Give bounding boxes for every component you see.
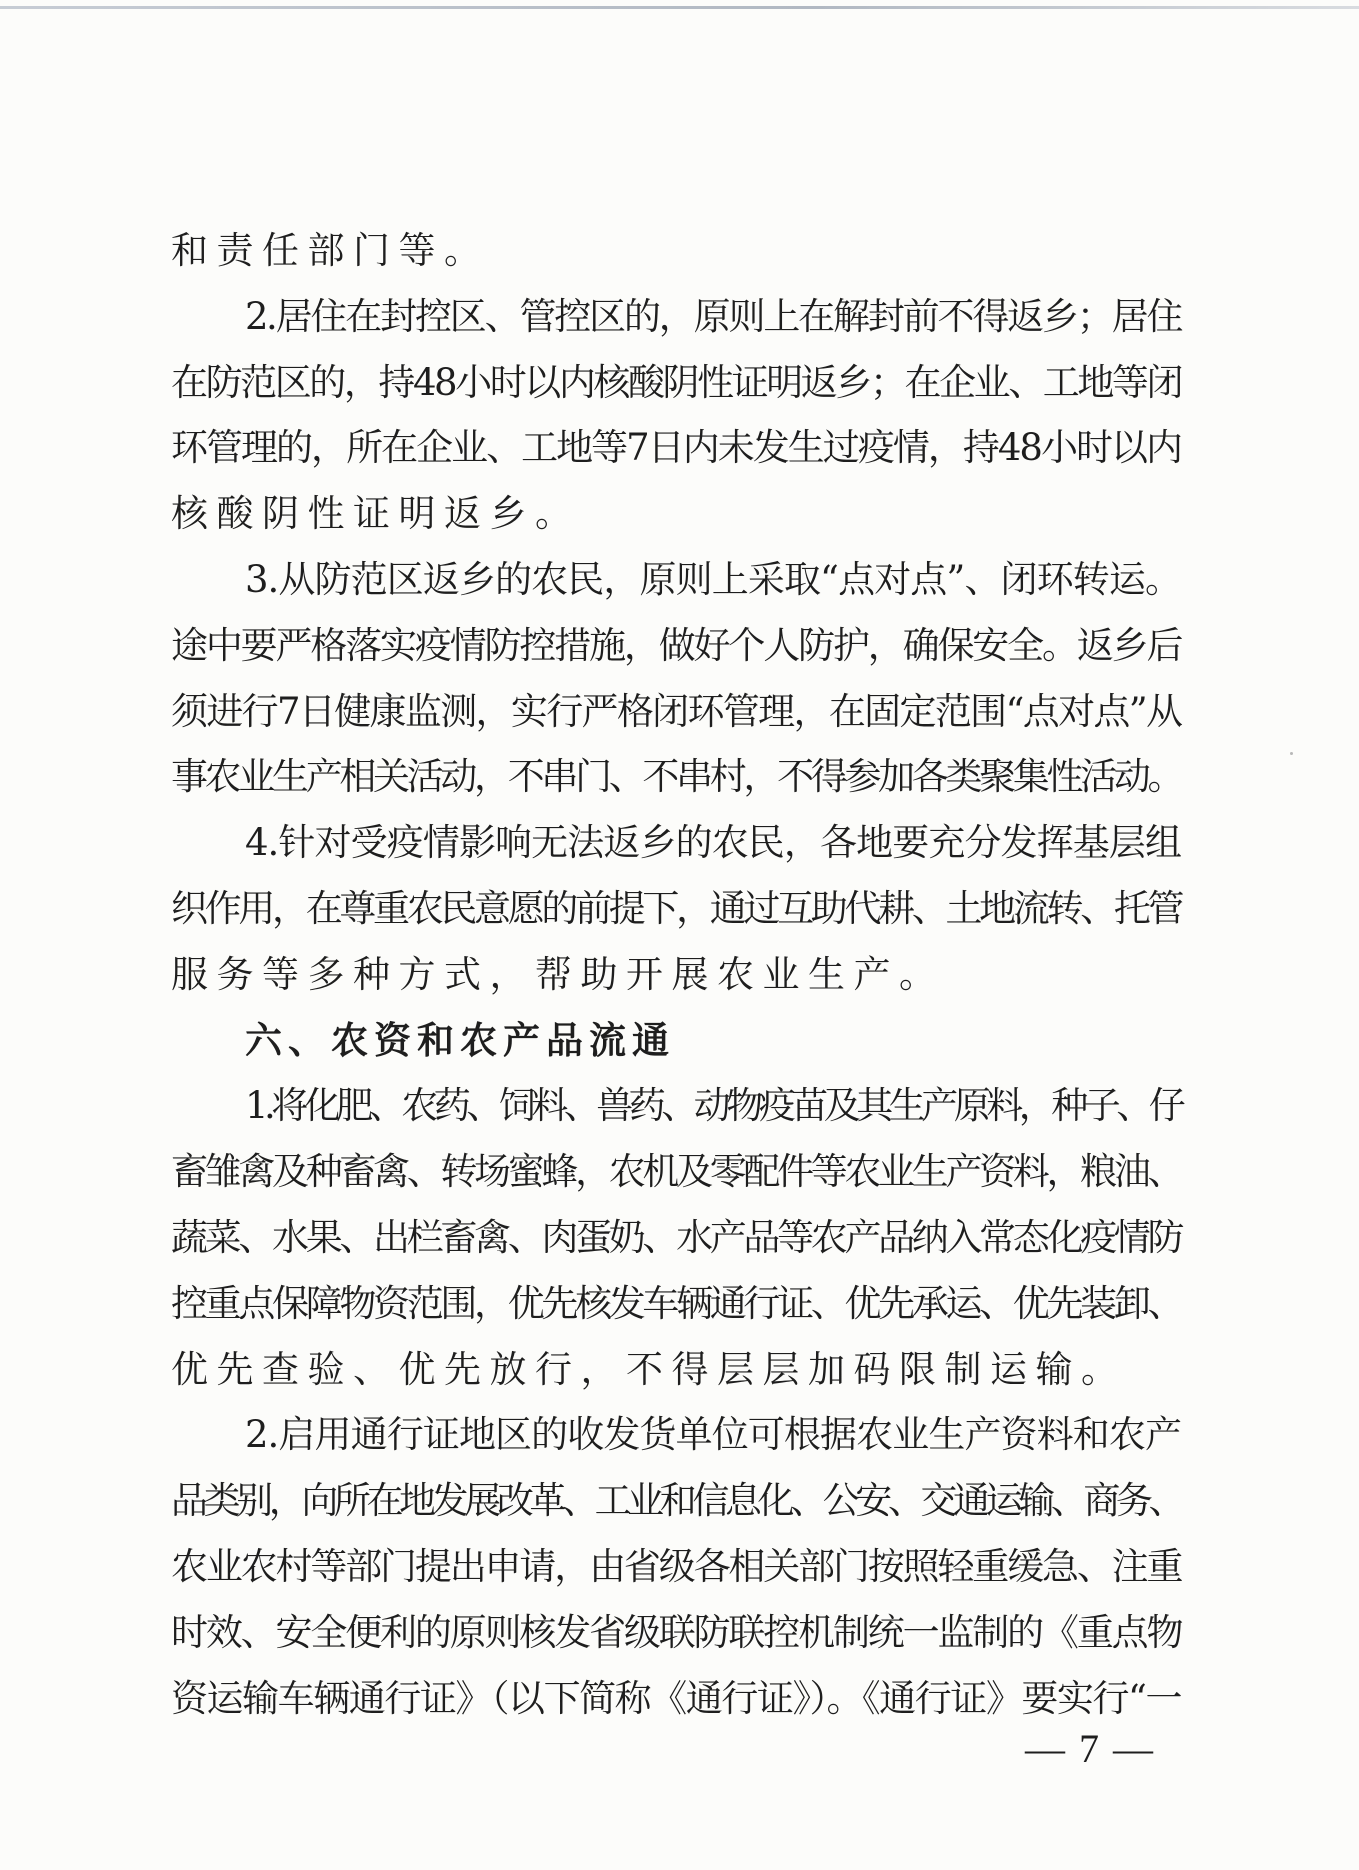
scan-speck (1290, 752, 1293, 755)
text-line: 4.针对受疫情影响无法返乡的农民，各地要充分发挥基层组 (245, 821, 1181, 865)
text-line: 服务等多种方式，帮助开展农业生产。 (171, 952, 945, 996)
text-line: 和责任部门等。 (171, 229, 490, 272)
text-line: 须进行7日健康监测，实行严格闭环管理，在固定范围“点对点”从 (171, 689, 1181, 733)
scan-edge-line (0, 6, 1359, 9)
text-line: 畜雏禽及种畜禽、转场蜜蜂，农机及零配件等农业生产资料，粮油、 (171, 1150, 1181, 1194)
text-line: 途中要严格落实疫情防控措施，做好个人防护，确保安全。返乡后 (171, 623, 1181, 667)
text-line: 核酸阴性证明返乡。 (171, 492, 581, 536)
page-number: — 7 — (1025, 1726, 1155, 1771)
text-line: 2.居住在封控区、管控区的，原则上在解封前不得返乡；居住 (245, 294, 1181, 338)
text-line: 织作用，在尊重农民意愿的前提下，通过互助代耕、土地流转、托管 (171, 886, 1181, 930)
text-line: 优先查验、优先放行，不得层层加码限制运输。 (171, 1347, 1127, 1391)
text-line: 3.从防范区返乡的农民，原则上采取“点对点”、闭环转运。 (245, 557, 1181, 601)
text-line: 在防范区的，持48小时以内核酸阴性证明返乡；在企业、工地等闭 (171, 360, 1181, 404)
section-heading: 六、农资和农产品流通 (245, 1018, 675, 1062)
text-line: 环管理的，所在企业、工地等7日内未发生过疫情，持48小时以内 (171, 426, 1181, 470)
text-line: 2.启用通行证地区的收发货单位可根据农业生产资料和农产 (245, 1413, 1181, 1457)
text-line: 时效、安全便利的原则核发省级联防联控机制统一监制的《重点物 (171, 1610, 1181, 1654)
text-line: 品类别，向所在地发展改革、工业和信息化、公安、交通运输、商务、 (171, 1479, 1181, 1523)
text-line: 农业农村等部门提出申请，由省级各相关部门按照轻重缓急、注重 (171, 1544, 1181, 1588)
text-line: 资运输车辆通行证》（以下简称《通行证》）。《通行证》要实行“一 (171, 1676, 1181, 1720)
text-line: 1.将化肥、农药、饲料、兽药、动物疫苗及其生产原料，种子、仔 (245, 1084, 1182, 1128)
text-line: 事农业生产相关活动，不串门、不串村，不得参加各类聚集性活动。 (171, 755, 1181, 799)
text-line: 蔬菜、水果、出栏畜禽、肉蛋奶、水产品等农产品纳入常态化疫情防 (171, 1215, 1181, 1259)
body-text (171, 218, 1181, 1731)
text-line: 控重点保障物资范围，优先核发车辆通行证、优先承运、优先装卸、 (171, 1281, 1181, 1325)
